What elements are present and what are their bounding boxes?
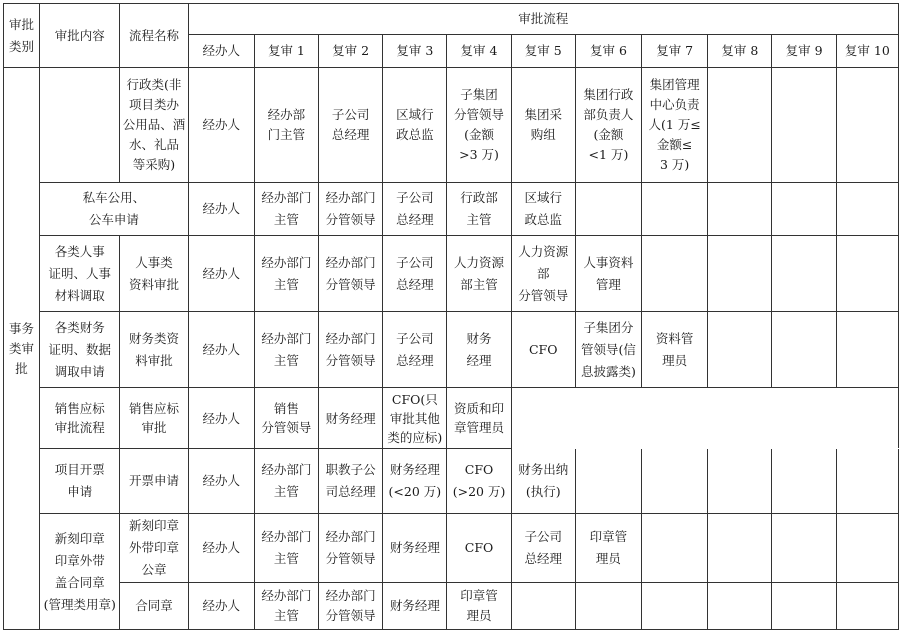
header-step: 复审 9 [772, 35, 836, 68]
step-cell: 财务出纳 (执行) [511, 449, 575, 514]
process-cell: 行政类(非 项目类办 公用品、酒 水、礼品 等采购) [120, 68, 188, 183]
step-cell: 财务经理 [383, 583, 447, 630]
header-step: 复审 10 [836, 35, 898, 68]
step-cell [511, 583, 575, 630]
step-cell: 子公司 总经理 [319, 68, 383, 183]
step-cell: 印章管 理员 [575, 514, 641, 583]
step-cell [642, 449, 708, 514]
header-step: 复审 7 [642, 35, 708, 68]
header-step: 经办人 [188, 35, 254, 68]
step-cell: 经办部门 主管 [254, 514, 318, 583]
content-cell: 私车公用、 公车申请 [40, 183, 188, 236]
content-cell: 新刻印章 印章外带 盖合同章 (管理类用章) [40, 514, 120, 630]
step-cell [772, 449, 836, 514]
header-step: 复审 5 [511, 35, 575, 68]
step-cell: 经办部门 分管领导 [319, 312, 383, 388]
table-row [4, 514, 899, 583]
step-cell [836, 449, 898, 514]
step-cell: 经办人 [188, 312, 254, 388]
header-row-top [4, 4, 899, 35]
header-step: 复审 1 [254, 35, 318, 68]
step-cell: 经办部门 主管 [254, 236, 318, 312]
step-cell [708, 312, 772, 388]
step-cell: 人事资料 管理 [575, 236, 641, 312]
step-cell [708, 583, 772, 630]
step-cell: 子公司 总经理 [383, 183, 447, 236]
process-cell: 销售应标 审批 [120, 388, 188, 449]
step-cell: 经办部门 主管 [254, 183, 318, 236]
step-cell [708, 388, 772, 449]
step-cell: 经办人 [188, 183, 254, 236]
step-cell: 财务经理 [383, 514, 447, 583]
step-cell: CFO [447, 514, 511, 583]
table-row [4, 312, 899, 388]
step-cell [772, 583, 836, 630]
step-cell [708, 449, 772, 514]
step-cell: CFO(只 审批其他 类的应标) [383, 388, 447, 449]
step-cell [772, 514, 836, 583]
header-step: 复审 2 [319, 35, 383, 68]
step-cell [836, 183, 898, 236]
content-cell: 各类财务 证明、数据 调取申请 [40, 312, 120, 388]
step-cell [642, 236, 708, 312]
step-cell [836, 583, 898, 630]
header-step: 复审 3 [383, 35, 447, 68]
header-step: 复审 4 [447, 35, 511, 68]
step-cell [575, 388, 641, 449]
process-cell: 人事类 资料审批 [120, 236, 188, 312]
step-cell [772, 312, 836, 388]
content-cell: 销售应标 审批流程 [40, 388, 120, 449]
step-cell [836, 68, 898, 183]
step-cell: 经办部门 分管领导 [319, 583, 383, 630]
table-row [4, 449, 899, 514]
header-category: 审批 类别 [4, 4, 40, 68]
table-row [4, 183, 899, 236]
process-cell: 开票申请 [120, 449, 188, 514]
step-cell [836, 514, 898, 583]
step-cell [642, 514, 708, 583]
step-cell: 经办部门 分管领导 [319, 183, 383, 236]
table-row [4, 236, 899, 312]
header-content: 审批内容 [40, 4, 120, 68]
step-cell: 经办部门 主管 [254, 583, 318, 630]
step-cell: 经办部门 主管 [254, 312, 318, 388]
step-cell: 财务经理 [319, 388, 383, 449]
step-cell: 集团管理 中心负责 人(1 万≤ 金额≤ 3 万) [642, 68, 708, 183]
step-cell: 经办部门 主管 [254, 449, 318, 514]
step-cell: 区域行 政总监 [383, 68, 447, 183]
step-cell [772, 68, 836, 183]
approval-process-table [3, 3, 899, 630]
content-cell [40, 68, 120, 183]
process-cell: 新刻印章 外带印章 公章 [120, 514, 188, 583]
step-cell: 子公司 总经理 [511, 514, 575, 583]
step-cell [836, 388, 898, 449]
step-cell: 子集团 分管领导 (金额 >3 万) [447, 68, 511, 183]
step-cell [575, 183, 641, 236]
header-process-name: 流程名称 [120, 4, 188, 68]
step-cell: 区域行 政总监 [511, 183, 575, 236]
step-cell: 财务 经理 [447, 312, 511, 388]
step-cell [836, 312, 898, 388]
step-cell: 经办人 [188, 583, 254, 630]
step-cell: 经办人 [188, 236, 254, 312]
step-cell: 职教子公 司总经理 [319, 449, 383, 514]
step-cell [772, 236, 836, 312]
step-cell [642, 388, 708, 449]
step-cell: 人力资源 部主管 [447, 236, 511, 312]
step-cell: 子集团分 管领导(信 息披露类) [575, 312, 641, 388]
step-cell: 人力资源部 分管领导 [511, 236, 575, 312]
step-cell: 集团采 购组 [511, 68, 575, 183]
step-cell: 经办部门 分管领导 [319, 514, 383, 583]
step-cell [511, 388, 575, 449]
step-cell [708, 514, 772, 583]
step-cell [575, 583, 641, 630]
table-row [4, 583, 899, 630]
step-cell: 印章管 理员 [447, 583, 511, 630]
step-cell: 行政部 主管 [447, 183, 511, 236]
header-step: 复审 6 [575, 35, 641, 68]
step-cell: 经办部 门主管 [254, 68, 318, 183]
step-cell: 子公司 总经理 [383, 312, 447, 388]
step-cell: CFO [511, 312, 575, 388]
header-flow: 审批流程 [188, 4, 898, 35]
step-cell: 经办人 [188, 514, 254, 583]
table-row [4, 388, 899, 449]
process-cell: 财务类资 料审批 [120, 312, 188, 388]
step-cell: 子公司 总经理 [383, 236, 447, 312]
content-cell: 项目开票 申请 [40, 449, 120, 514]
content-cell: 各类人事 证明、人事 材料调取 [40, 236, 120, 312]
step-cell [708, 236, 772, 312]
step-cell: 经办人 [188, 449, 254, 514]
step-cell [642, 183, 708, 236]
step-cell [772, 388, 836, 449]
table-row [4, 68, 899, 183]
step-cell [708, 183, 772, 236]
step-cell [575, 449, 641, 514]
step-cell [708, 68, 772, 183]
step-cell [836, 236, 898, 312]
category-cell: 事务 类审 批 [4, 68, 40, 630]
step-cell: 资料管 理员 [642, 312, 708, 388]
step-cell: 经办人 [188, 388, 254, 449]
step-cell: 集团行政 部负责人 (金额 <1 万) [575, 68, 641, 183]
step-cell: CFO (>20 万) [447, 449, 511, 514]
step-cell: 财务经理 (<20 万) [383, 449, 447, 514]
process-cell: 合同章 [120, 583, 188, 630]
step-cell [772, 183, 836, 236]
step-cell: 销售 分管领导 [254, 388, 318, 449]
step-cell: 经办部门 分管领导 [319, 236, 383, 312]
step-cell [642, 583, 708, 630]
step-cell: 经办人 [188, 68, 254, 183]
header-step: 复审 8 [708, 35, 772, 68]
step-cell: 资质和印 章管理员 [447, 388, 511, 449]
